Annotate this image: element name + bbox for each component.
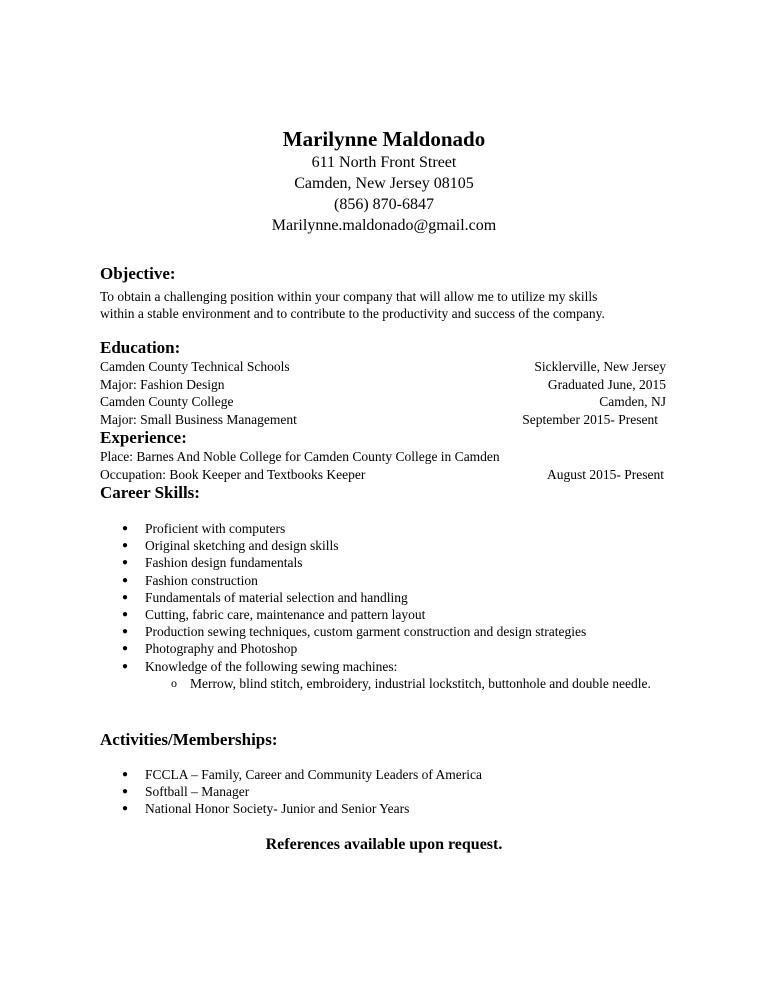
list-item: ● Fashion design fundamentals <box>122 555 303 571</box>
education-row-right: Sicklerville, New Jersey <box>534 359 666 374</box>
career-skills-list <box>100 520 670 692</box>
education-row-right: Graduated June, 2015 <box>547 377 666 392</box>
bullet-icon: ● <box>122 626 129 638</box>
sewing-machines-sublist <box>145 675 670 692</box>
applicant-name: Marilynne Maldonado <box>282 127 486 151</box>
career-skills-heading: Career Skills: <box>100 483 200 502</box>
list-item: ● Original sketching and design skills <box>122 538 339 554</box>
city-state-zip: Camden, New Jersey 08105 <box>294 175 474 192</box>
experience-dates: August 2015- Present <box>547 467 664 482</box>
list-item: ● FCCLA – Family, Career and Community Leaders of America <box>122 767 482 782</box>
education-row-left: Major: Fashion Design <box>100 377 225 392</box>
list-item: ● National Honor Society- Junior and Senior Years <box>122 801 410 817</box>
experience-occupation: Occupation: Book Keeper and Textbooks Keeper <box>100 467 366 482</box>
experience-place: Place: Barnes And Noble College for Camden County College in Camden <box>100 449 500 464</box>
education-heading: Education: <box>100 338 181 357</box>
bullet-icon: ● <box>122 786 129 798</box>
bullet-icon: ● <box>122 803 129 815</box>
education-row-right: September 2015- Present <box>522 412 658 427</box>
bullet-icon: ● <box>122 769 129 780</box>
email-address: Marilynne.maldonado@gmail.com <box>271 217 497 234</box>
experience-heading: Experience: <box>100 428 187 447</box>
contact-header <box>0 126 768 236</box>
bullet-icon: ● <box>122 591 129 603</box>
activities-list <box>100 766 670 818</box>
bullet-icon: ● <box>122 660 129 672</box>
objective-line-2: within a stable environment and to contribute to the productivity and success of the company. <box>100 306 605 321</box>
bullet-icon: ● <box>122 574 129 586</box>
list-item: ● Photography and Photoshop <box>122 641 298 657</box>
list-item: o Merrow, blind stitch, embroidery, industrial lockstitch, buttonhole and double needle. <box>171 675 651 691</box>
education-row-left: Camden County College <box>100 394 234 409</box>
list-item: ● Fashion construction <box>122 572 258 588</box>
references-note: References available upon request. <box>265 836 503 853</box>
list-item: ● Softball – Manager <box>122 784 250 800</box>
list-item: ● Fundamentals of material selection and handling <box>122 589 408 605</box>
street-address: 611 North Front Street <box>311 154 457 171</box>
list-item: ● Proficient with computers <box>122 521 286 536</box>
list-item: ● Knowledge of the following sewing machines: o Merrow, blind stitch, embroidery, industrial lockstitch, buttonhole and double needle. <box>100 658 670 692</box>
bullet-icon: ● <box>122 523 129 534</box>
bullet-icon: ● <box>122 557 129 569</box>
education-row-left: Camden County Technical Schools <box>100 359 290 374</box>
activities-heading: Activities/Memberships: <box>100 730 278 749</box>
phone-number: (856) 870-6847 <box>334 196 434 213</box>
bullet-icon: ● <box>122 609 129 621</box>
bullet-icon: ● <box>122 540 129 552</box>
objective-line-1: To obtain a challenging position within your company that will allow me to utilize my skills <box>100 289 598 304</box>
objective-heading: Objective: <box>100 264 176 283</box>
education-row-left: Major: Small Business Management <box>100 412 297 427</box>
sub-bullet-icon: o <box>171 675 177 690</box>
education-row-right: Camden, NJ <box>599 394 666 409</box>
bullet-icon: ● <box>122 643 129 655</box>
list-item: ● Production sewing techniques, custom garment construction and design strategies <box>122 624 587 640</box>
list-item: ● Cutting, fabric care, maintenance and pattern layout <box>122 607 426 623</box>
